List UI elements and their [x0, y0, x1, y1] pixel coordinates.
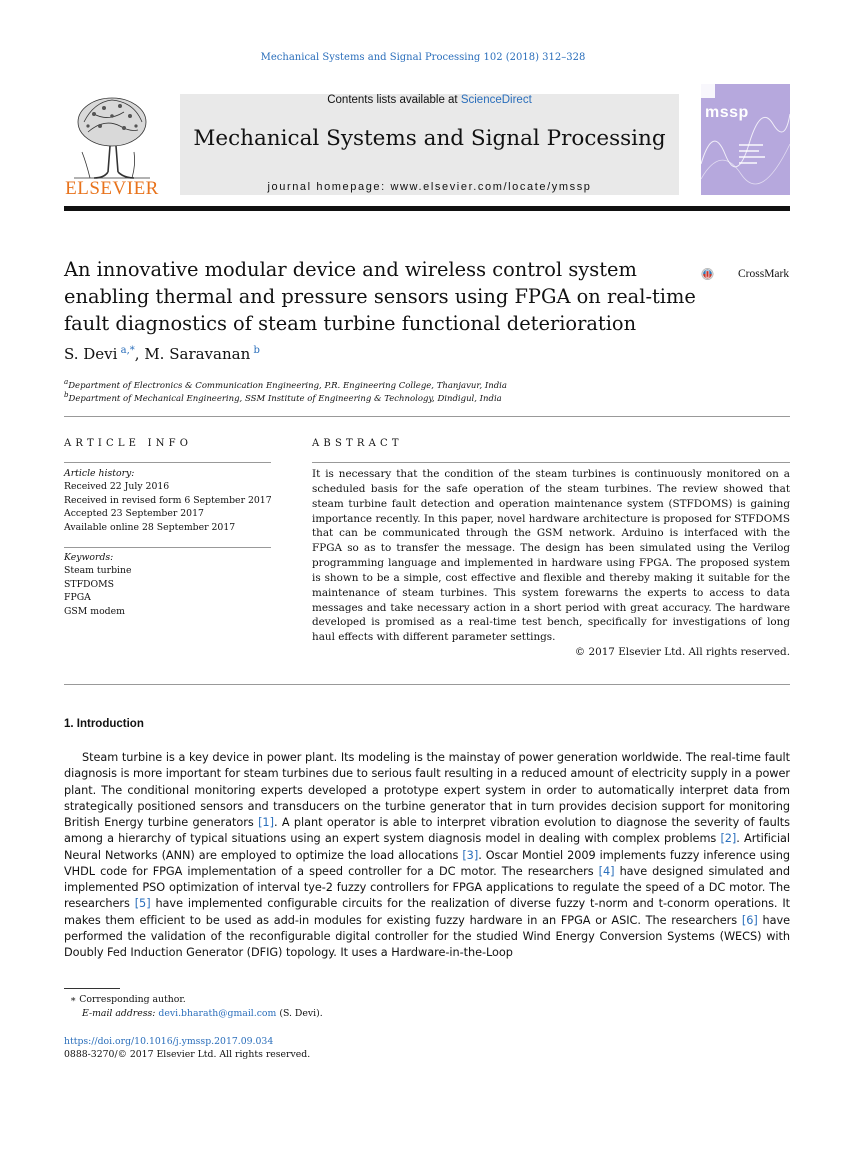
citation-reference-link[interactable]: [4]	[598, 864, 615, 878]
doi-link[interactable]: https://doi.org/10.1016/j.ymssp.2017.09.034	[64, 1036, 274, 1047]
author-1-affiliation-mark[interactable]: a,*	[120, 345, 135, 356]
journal-cover-thumbnail[interactable]	[701, 84, 790, 195]
citation-reference-link[interactable]: [3]	[462, 848, 479, 862]
divider	[64, 684, 790, 685]
article-history	[64, 467, 272, 534]
intro-text-segment: . A plant operator is able to interpret vibration evolution to diagnose the severity of faults among a hierarchy of typical situations using an expert system diagnosis model in dealing with complex problems	[64, 816, 791, 846]
keywords	[64, 551, 132, 618]
author-line: S. Devi $^{a,*}$, M. Saravanan $^b$	[64, 345, 260, 363]
email-note: E-mail address: devi.bharath@gmail.com (S. Devi).	[82, 1008, 323, 1019]
keywords-label: Keywords:	[64, 552, 114, 563]
keyword: GSM modem	[64, 605, 125, 617]
footnote-divider	[64, 988, 120, 989]
sciencedirect-link[interactable]: ScienceDirect	[460, 94, 532, 106]
intro-text-segment: have implemented configurable circuits for the realization of diverse fuzzy t-norm and t-conorm operations. It makes them efficient to be used as add-in modules for existing fuzzy hardware in an FPGA or ASIC. The researchers	[64, 897, 791, 927]
divider	[312, 462, 790, 463]
affiliation-a: $^a$Department of Electronics & Communication Engineering, P.R. Engineering College, Thanjavur, India	[64, 377, 507, 391]
divider	[64, 547, 271, 548]
history-label: Article history:	[64, 468, 135, 479]
introduction-body	[64, 750, 790, 961]
contents-line: Contents lists available at ScienceDirect	[327, 94, 532, 106]
citation-reference-link[interactable]: [5]	[134, 897, 151, 911]
abstract-text: It is necessary that the condition of the steam turbines is continuously monitored on a scheduled basis for the safe operation of the steam turbines. The review showed that steam turbine fault detection and operation maintenance system (STFDOMS) is gaining importance recently. In this paper, novel hardware architecture is proposed for STFDOMS that can be communicated through the GSM network. Arduino is interfaced with the FPGA so as to transfer the message. The design has been simulated using the Verilog programming language and implemented in hardware using FPGA. The proposed system is shown to be a simple, cost effective and flexible and thereby making it suitable for the maintenance of steam turbines. This system forewarns the experts to access to data messages and take necessary action in a short period with great accuracy. The hardware developed is promised as a real-time test bench, specifically for investigations of long haul effects with different parameter settings.	[312, 468, 790, 644]
keyword: FPGA	[64, 592, 91, 604]
keyword: STFDOMS	[64, 578, 114, 590]
history-revised: Received in revised form 6 September 2017	[64, 494, 272, 506]
affiliation-b: $^b$Department of Mechanical Engineering, SSM Institute of Engineering & Technology, Dindigul, India	[64, 390, 502, 404]
divider	[64, 462, 271, 463]
email-link[interactable]: devi.bharath@gmail.com	[158, 1008, 277, 1019]
citation-reference-link[interactable]: [2]	[720, 832, 737, 846]
intro-text-segment: . Oscar Montiel 2009 implements fuzzy inference using VHDL code for FPGA implementation of a speed controller for a DC motor. The researchers	[64, 848, 790, 878]
crossmark-icon[interactable]	[701, 256, 737, 292]
crossmark-label[interactable]: CrossMark	[738, 268, 790, 280]
citation-reference-link[interactable]: [1]	[258, 816, 274, 829]
abstract-copyright: © 2017 Elsevier Ltd. All rights reserved.	[574, 646, 790, 658]
header-divider	[64, 206, 790, 211]
article-title: An innovative modular device and wireless control system enabling thermal and pressure sensors using FPGA on real-time fault diagnostics of steam turbine functional deterioration	[64, 258, 696, 335]
journal-homepage[interactable]: journal homepage: www.elsevier.com/locate/ymssp	[267, 181, 592, 193]
history-online: Available online 28 September 2017	[64, 521, 236, 533]
corresponding-author-note: ∗ Corresponding author.	[70, 994, 186, 1005]
cover-label: mssp	[705, 104, 749, 121]
introduction-heading: 1. Introduction	[64, 718, 144, 730]
author-1: S. Devi	[64, 345, 118, 363]
divider	[64, 416, 790, 417]
author-2: M. Saravanan	[144, 345, 251, 363]
journal-citation[interactable]: Mechanical Systems and Signal Processing 102 (2018) 312–328	[260, 52, 586, 63]
elsevier-wordmark: ELSEVIER	[65, 178, 159, 199]
history-received: Received 22 July 2016	[64, 481, 170, 493]
intro-text-segment: have performed the validation of the reconfigurable digital controller for the studied Wind Energy Conversion Systems (WECS) with Doubly Fed Induction Generator (DFIG) topology. It uses a Hardware-in-the-Loop	[64, 913, 791, 959]
journal-title: Mechanical Systems and Signal Processing	[193, 126, 666, 151]
abstract-heading: ABSTRACT	[312, 438, 403, 449]
intro-text-segment: . Artificial Neural Networks (ANN) are employed to optimize the load allocations	[64, 832, 790, 862]
citation-reference-link[interactable]: [6]	[741, 913, 758, 927]
cover-wave-graphic	[701, 84, 790, 195]
history-accepted: Accepted 23 September 2017	[64, 508, 204, 520]
keyword: Steam turbine	[64, 565, 132, 577]
issn-line: 0888-3270/© 2017 Elsevier Ltd. All rights reserved.	[64, 1049, 311, 1060]
author-2-affiliation-mark[interactable]: b	[253, 345, 260, 356]
intro-text-segment: Steam turbine is a key device in power plant. Its modeling is the mainstay of power generation worldwide. The real-time fault diagnosis is more important for steam turbines due to serious fault resulting in a reduced amount of electricity supply in a power plant. The conditional monitoring experts developed a prototype expert system in order to automatically interpret data from strategically positioned sensors and transducers on the turbine generator that in turn provides decision support for monitoring British Energy turbine generators	[64, 751, 790, 829]
article-info-heading: ARTICLE INFO	[64, 438, 193, 449]
intro-text-segment: have designed simulated and implemented PSO optimization of interval tye-2 fuzzy controllers for FPGA applications to regulate the speed of a DC motor. The researchers	[64, 864, 790, 911]
